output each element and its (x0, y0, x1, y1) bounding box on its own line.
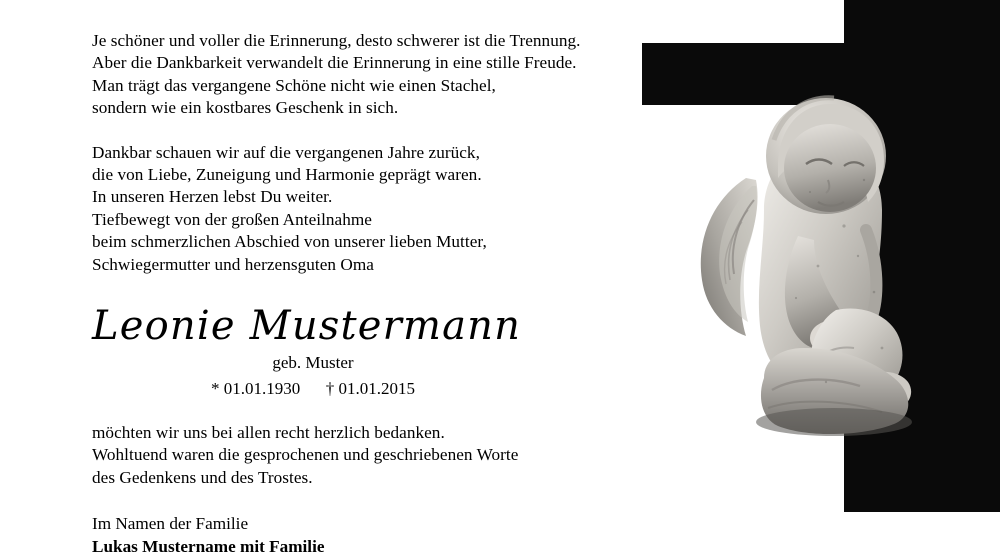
angel-face (784, 124, 876, 212)
angel-head (766, 98, 886, 214)
intro-line-6: Schwiegermutter und herzensguten Oma (92, 254, 374, 274)
verse-line-1: Je schöner und voller die Erinnerung, desto schwerer ist die Trennung. (92, 31, 581, 50)
deceased-dates: * 01.01.1930 † 01.01.2015 (211, 379, 415, 399)
signature-line-1: Im Namen der Familie (92, 514, 249, 534)
intro-line-5: beim schmerzlichen Abschied von unserer lieben Mutter, (92, 232, 487, 252)
angel-statue-icon (668, 60, 928, 460)
thanks-line-2: Wohltuend waren die gesprochenen und geschriebenen Worte (92, 445, 519, 465)
verse-block (92, 30, 640, 120)
spacer-2 (92, 400, 640, 422)
thanks-line-3: des Gedenkens und des Trostes. (92, 467, 313, 487)
intro-line-1: Dankbar schauen wir auf die vergangenen Jahre zurück, (92, 142, 480, 162)
intro-block (92, 142, 640, 276)
intro-line-3: In unseren Herzen lebst Du weiter. (92, 187, 333, 207)
thanks-line-1: möchten wir uns bei allen recht herzlich bedanken. (92, 423, 445, 443)
angel-wing (701, 178, 758, 336)
deceased-maiden-name: geb. Muster (272, 353, 354, 373)
deceased-name: Leonie Mustermann (92, 303, 522, 350)
spacer (92, 120, 640, 142)
cross-graphic (642, 0, 1000, 512)
verse-line-2: Aber die Dankbarkeit verwandelt die Erinnerung in eine stille Freude. (92, 53, 577, 73)
intro-line-2: die von Liebe, Zuneigung und Harmonie geprägt waren. (92, 165, 482, 185)
signature-block (92, 513, 640, 558)
verse-line-3: Man trägt das vergangene Schöne nicht wie einen Stachel, (92, 75, 496, 95)
verse-line-4: sondern wie ein kostbares Geschenk in sich. (92, 98, 399, 118)
thanks-block (92, 422, 640, 489)
signature-line-2: Lukas Mustername mit Familie (92, 536, 325, 556)
intro-line-4: Tiefbewegt von der großen Anteilnahme (92, 209, 372, 229)
